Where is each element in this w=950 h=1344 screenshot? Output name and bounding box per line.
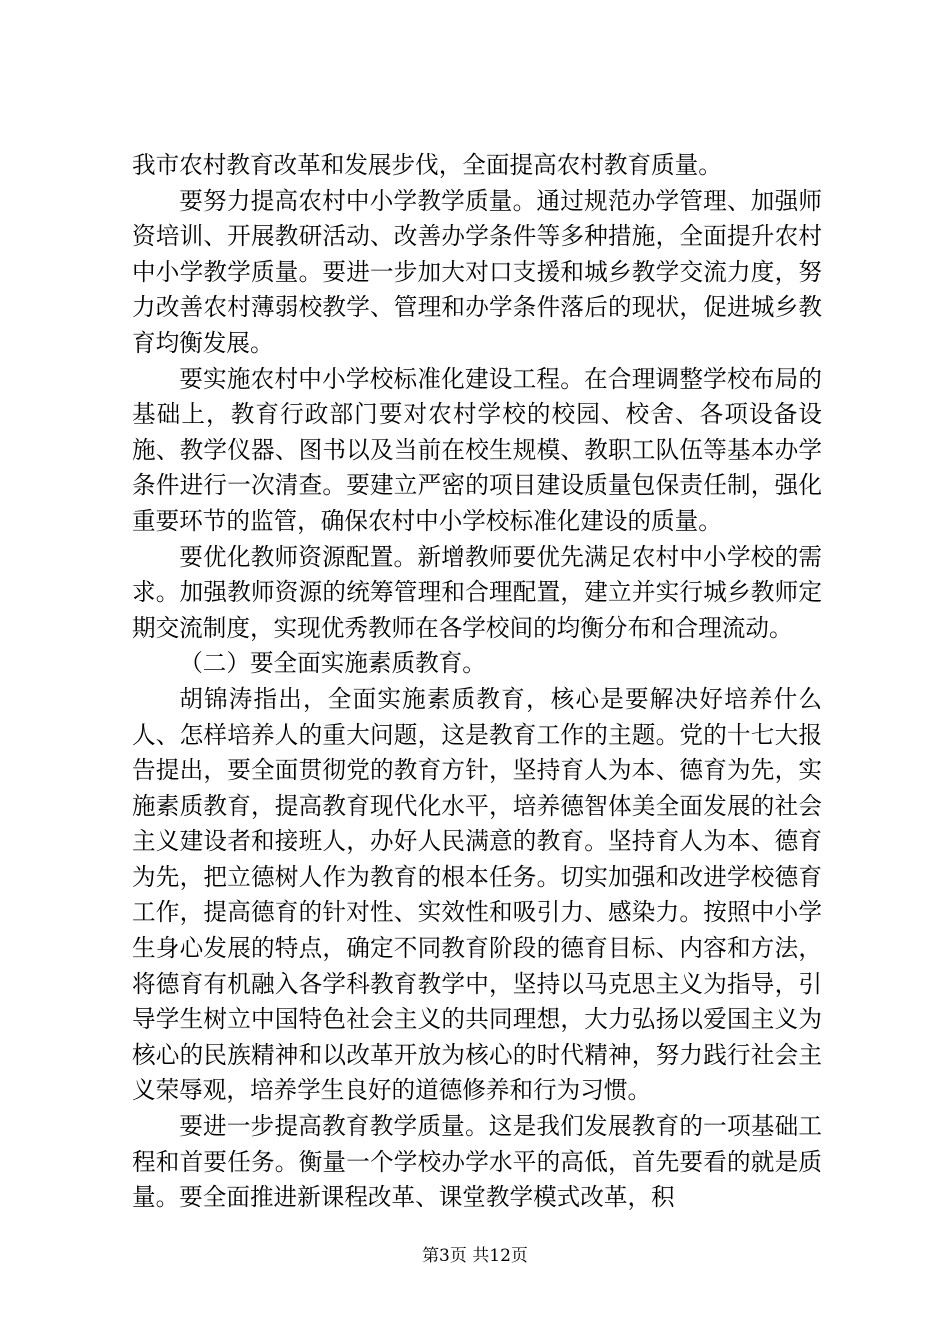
page-footer: 第3页 共12页 (422, 1246, 528, 1266)
paragraph-4: 要优化教师资源配置。新增教师要优先满足农村中小学校的需求。加强教师资源的统筹管理和合理配置，建立并实行城乡教师定期交流制度，实现优秀教师在各学校间的均衡分布和合理流动。 (132, 542, 822, 642)
paragraph-2: 要努力提高农村中小学教学质量。通过规范办学管理、加强师资培训、开展教研活动、改善办学条件等多种措施，全面提升农村中小学教学质量。要进一步加大对口支援和城乡教学交流力度，努力改善农村薄弱校教学、管理和办学条件落后的现状，促进城乡教育均衡发展。 (132, 186, 822, 357)
document-body (132, 148, 822, 1216)
paragraph-5: 胡锦涛指出，全面实施素质教育，核心是要解决好培养什么人、怎样培养人的重大问题，这是教育工作的主题。党的十七大报告提出，要全面贯彻党的教育方针，坚持育人为本、德育为先，实施素质教育，提高教育现代化水平，培养德智体美全面发展的社会主义建设者和接班人，办好人民满意的教育。坚持育人为本、德育为先，把立德树人作为教育的根本任务。切实加强和改进学校德育工作，提高德育的针对性、实效性和吸引力、感染力。按照中小学生身心发展的特点，确定不同教育阶段的德育目标、内容和方法，将德育有机融入各学科教育教学中，坚持以马克思主义为指导，引导学生树立中国特色社会主义的共同理想，大力弘扬以爱国主义为核心的民族精神和以改革开放为核心的时代精神，努力践行社会主义荣辱观，培养学生良好的道德修养和行为习惯。 (132, 684, 822, 1105)
paragraph-6: 要进一步提高教育教学质量。这是我们发展教育的一项基础工程和首要任务。衡量一个学校办学水平的高低，首先要看的就是质量。要全面推进新课程改革、课堂教学模式改革，积 (132, 1112, 822, 1212)
paragraph-3: 要实施农村中小学校标准化建设工程。在合理调整学校布局的基础上，教育行政部门要对农村学校的校园、校舍、各项设备设施、教学仪器、图书以及当前在校生规模、教职工队伍等基本办学条件进行一次清查。要建立严密的项目建设质量包保责任制，强化重要环节的监管，确保农村中小学校标准化建设的质量。 (132, 364, 822, 535)
section-heading: （二）要全面实施素质教育。 (179, 649, 486, 678)
paragraph-1: 我市农村教育改革和发展步伐，全面提高农村教育质量。 (132, 151, 722, 179)
